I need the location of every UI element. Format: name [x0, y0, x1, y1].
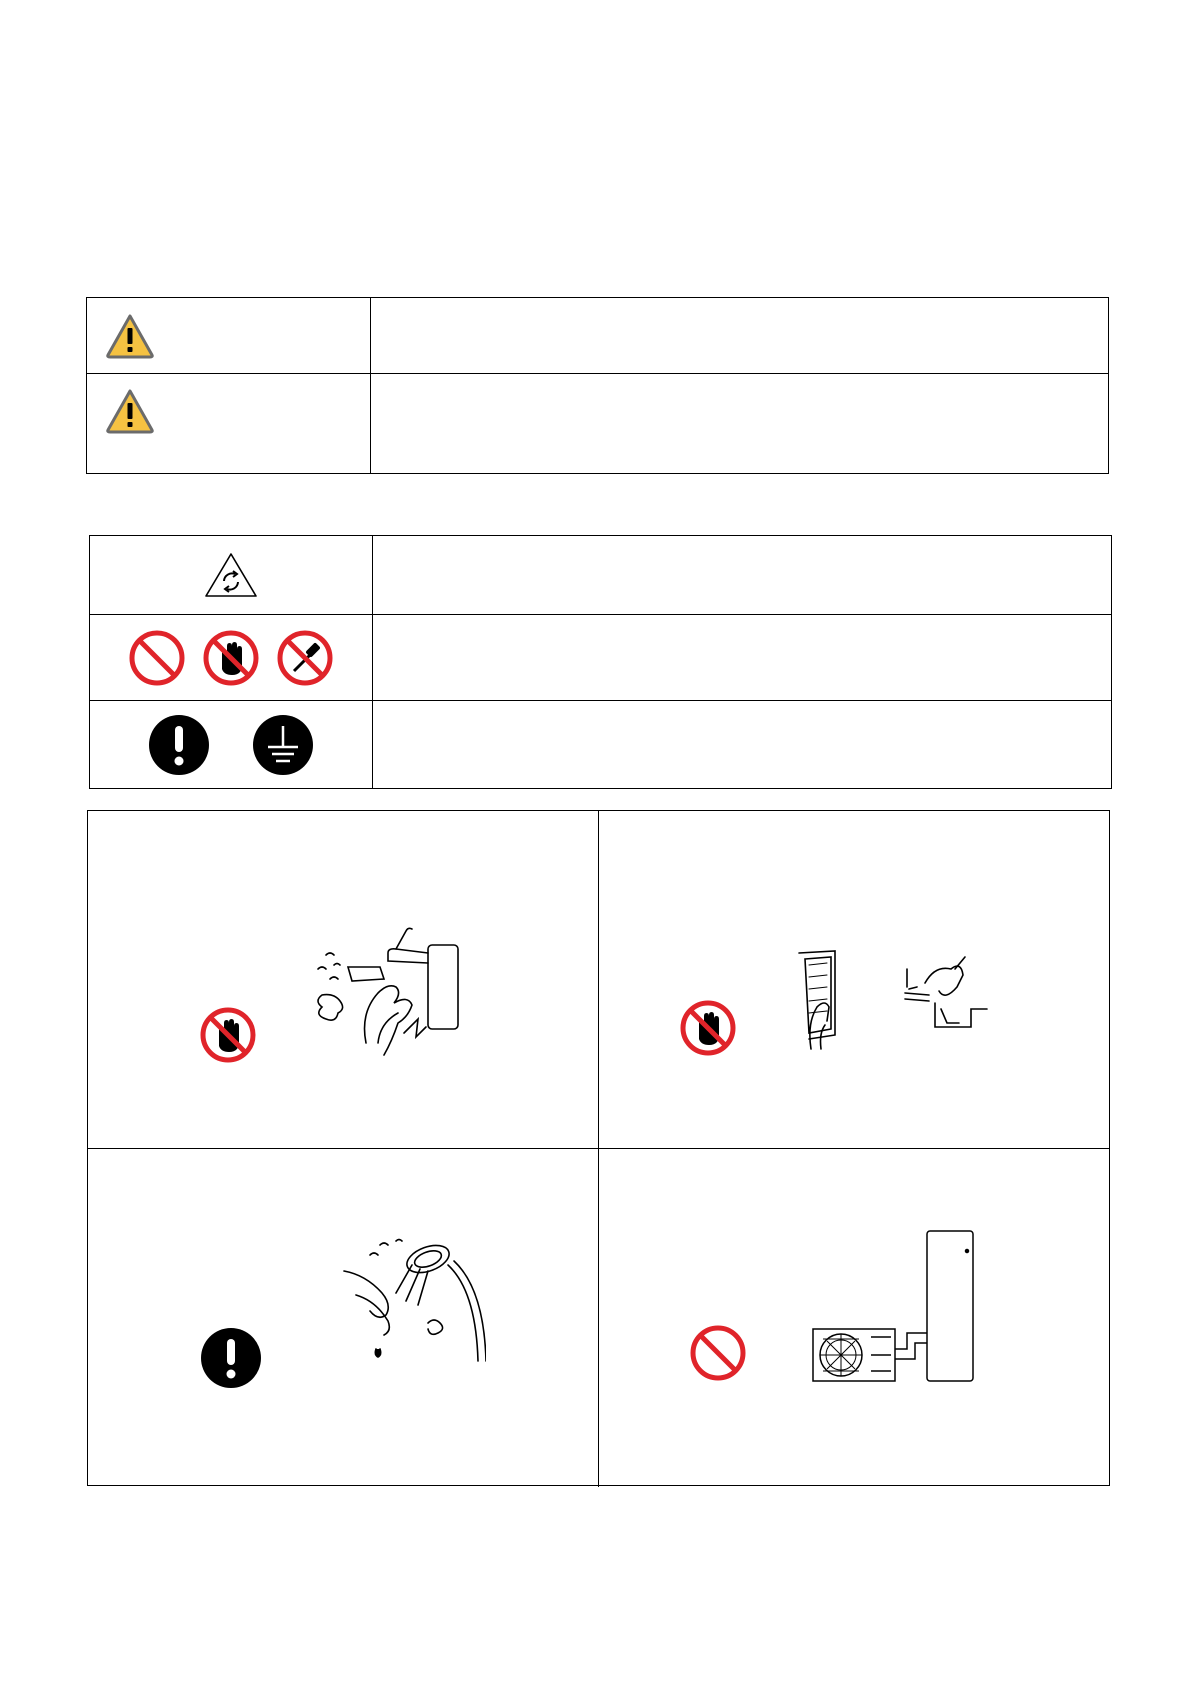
prohibit-text-cell [373, 615, 1112, 701]
caution-icon-cell [87, 374, 371, 474]
prohibited-icon [128, 649, 190, 666]
prohibit-icons-cell [90, 615, 373, 701]
recycle-triangle-icon [203, 566, 259, 583]
mandatory-exclamation-icon [200, 1327, 262, 1389]
panel-prohibited-unit [599, 1149, 1110, 1487]
symbol-row-recycle [90, 536, 1112, 615]
warning-triangle-icon [105, 327, 155, 344]
hand-inserting-into-unit-illustration [795, 947, 1005, 1057]
prohibited-icon [689, 1324, 747, 1382]
warning-panels-grid [87, 810, 1110, 1486]
warning-text-cell [371, 298, 1109, 374]
recycle-text-cell [373, 536, 1112, 615]
mandatory-icons-cell [90, 701, 373, 789]
wet-hands-faucet-illustration [308, 923, 478, 1061]
no-touch-icon [199, 1006, 257, 1064]
warning-level-table [86, 297, 1109, 474]
symbol-table [89, 535, 1112, 789]
panel-no-insert-hand [599, 811, 1110, 1149]
no-touch-icon [679, 999, 737, 1057]
panel-no-wet-hands [88, 811, 599, 1149]
heat-pump-and-tank-illustration [811, 1229, 981, 1385]
warning-icon-cell [87, 298, 371, 374]
hands-under-shower-illustration [336, 1231, 486, 1371]
caution-text-cell [371, 374, 1109, 474]
ground-earth-icon [252, 736, 314, 753]
warning-triangle-icon [105, 402, 155, 419]
warning-row-1 [87, 298, 1109, 374]
symbol-row-prohibit [90, 615, 1112, 701]
mandatory-exclamation-icon [148, 736, 214, 753]
panel-mandatory-check-water [88, 1149, 599, 1487]
symbol-row-mandatory [90, 701, 1112, 789]
no-disassemble-icon [276, 649, 334, 666]
mandatory-text-cell [373, 701, 1112, 789]
no-touch-icon [202, 649, 264, 666]
warning-row-2 [87, 374, 1109, 474]
recycle-icon-cell [90, 536, 373, 615]
